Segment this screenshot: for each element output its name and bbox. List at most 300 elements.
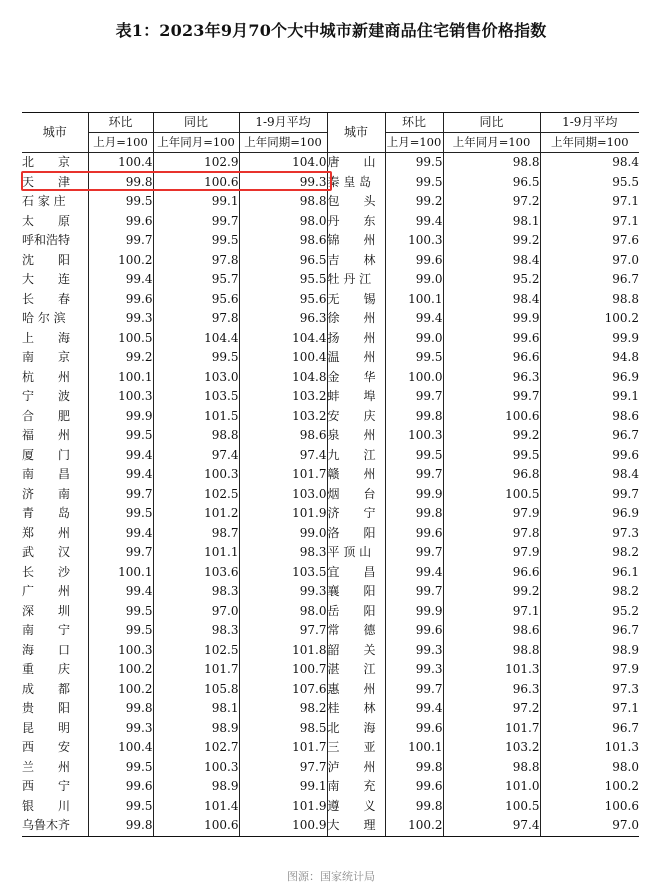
left-ytd-cell: 95.6	[239, 290, 327, 310]
left-ytd-cell: 104.8	[239, 368, 327, 388]
left-mom-cell: 99.5	[88, 504, 153, 524]
right-yoy-cell: 99.7	[443, 387, 540, 407]
right-mom-cell: 99.8	[385, 407, 443, 427]
header-yoy-base-right: 上年同月=100	[443, 133, 540, 153]
right-mom-cell: 99.6	[385, 719, 443, 739]
right-city-cell: 平 顶 山	[327, 543, 385, 563]
right-ytd-cell: 97.3	[540, 680, 639, 700]
right-city-cell: 桂 林	[327, 699, 385, 719]
left-ytd-cell: 98.3	[239, 543, 327, 563]
left-city-cell: 郑 州	[22, 525, 71, 540]
right-yoy-cell: 98.4	[443, 290, 540, 310]
left-ytd-cell: 107.6	[239, 680, 327, 700]
left-mom-cell: 100.3	[88, 387, 153, 407]
right-city-cell: 蚌 埠	[327, 387, 385, 407]
table-row	[22, 524, 639, 544]
right-yoy-cell: 96.3	[443, 368, 540, 388]
table-row	[22, 329, 639, 349]
left-city-cell: 南 宁	[22, 623, 71, 637]
left-city-cell: 西 宁	[22, 779, 71, 793]
table-row	[22, 660, 639, 680]
header-ytd-right: 1-9月平均	[540, 113, 639, 133]
left-mom-cell: 99.2	[88, 348, 153, 368]
right-ytd-cell: 96.7	[540, 426, 639, 446]
left-ytd-cell: 103.2	[239, 407, 327, 427]
table-title: 表1：2023年9月70个大中城市新建商品住宅销售价格指数	[115, 21, 547, 40]
right-mom-cell: 99.4	[385, 309, 443, 329]
right-ytd-cell: 96.7	[540, 621, 639, 641]
right-city-cell: 包 头	[327, 192, 385, 212]
table-row	[22, 192, 639, 212]
right-yoy-cell: 98.8	[443, 153, 540, 173]
right-mom-cell: 100.3	[385, 231, 443, 251]
right-city-cell: 徐 州	[327, 309, 385, 329]
left-mom-cell: 100.5	[88, 329, 153, 349]
right-ytd-cell: 100.2	[540, 309, 639, 329]
right-ytd-cell: 97.6	[540, 231, 639, 251]
right-yoy-cell: 97.9	[443, 504, 540, 524]
left-mom-cell: 99.5	[88, 602, 153, 622]
left-yoy-cell: 95.6	[153, 290, 239, 310]
right-mom-cell: 99.7	[385, 543, 443, 563]
left-city-cell: 上 海	[22, 330, 71, 345]
right-ytd-cell: 95.5	[540, 173, 639, 193]
right-mom-cell: 99.6	[385, 621, 443, 641]
table-row	[22, 563, 639, 583]
right-ytd-cell: 96.7	[540, 270, 639, 290]
left-mom-cell: 99.9	[88, 407, 153, 427]
right-yoy-cell: 96.3	[443, 680, 540, 700]
left-ytd-cell: 103.2	[239, 387, 327, 407]
right-ytd-cell: 97.9	[540, 660, 639, 680]
left-yoy-cell: 104.4	[153, 329, 239, 349]
source-caption: 图源：国家统计局	[287, 870, 375, 883]
left-mom-cell: 99.5	[88, 621, 153, 641]
left-city-cell: 银 川	[22, 798, 71, 813]
left-city-cell: 厦 门	[22, 447, 71, 462]
right-city-cell: 安 庆	[327, 407, 385, 427]
left-city-cell: 南 昌	[22, 467, 71, 481]
left-city-cell: 太 原	[22, 213, 71, 228]
left-mom-cell: 100.2	[88, 660, 153, 680]
left-yoy-cell: 103.6	[153, 563, 239, 583]
left-city-cell: 宁 波	[22, 389, 71, 403]
left-yoy-cell: 97.8	[153, 251, 239, 271]
table-row	[22, 153, 639, 173]
left-yoy-cell: 99.5	[153, 348, 239, 368]
left-yoy-cell: 103.5	[153, 387, 239, 407]
right-city-cell: 金 华	[327, 368, 385, 388]
left-mom-cell: 99.5	[88, 797, 153, 817]
left-ytd-cell: 98.5	[239, 719, 327, 739]
right-yoy-cell: 97.4	[443, 816, 540, 836]
right-city-cell: 烟 台	[327, 485, 385, 505]
right-city-cell: 无 锡	[327, 290, 385, 310]
left-mom-cell: 100.4	[88, 153, 153, 173]
left-city-cell: 武 汉	[22, 545, 71, 559]
left-yoy-cell: 99.7	[153, 212, 239, 232]
right-yoy-cell: 96.8	[443, 465, 540, 485]
left-mom-cell: 99.8	[88, 699, 153, 719]
right-city-cell: 惠 州	[327, 680, 385, 700]
left-mom-cell: 99.8	[88, 173, 153, 193]
left-city-cell: 合 肥	[22, 408, 71, 423]
left-mom-cell: 99.5	[88, 758, 153, 778]
left-ytd-cell: 98.2	[239, 699, 327, 719]
right-city-cell: 泸 州	[327, 758, 385, 778]
left-city-cell: 石 家 庄	[22, 194, 66, 208]
right-city-cell: 常 德	[327, 621, 385, 641]
left-mom-cell: 99.3	[88, 719, 153, 739]
right-yoy-cell: 97.9	[443, 543, 540, 563]
left-yoy-cell: 97.8	[153, 309, 239, 329]
left-yoy-cell: 101.7	[153, 660, 239, 680]
left-yoy-cell: 101.2	[153, 504, 239, 524]
table-row	[22, 368, 639, 388]
right-yoy-cell: 99.9	[443, 309, 540, 329]
right-ytd-cell: 101.3	[540, 738, 639, 758]
table-row	[22, 446, 639, 466]
left-yoy-cell: 102.7	[153, 738, 239, 758]
right-ytd-cell: 100.6	[540, 797, 639, 817]
right-yoy-cell: 96.6	[443, 563, 540, 583]
right-ytd-cell: 96.1	[540, 563, 639, 583]
left-ytd-cell: 96.3	[239, 309, 327, 329]
left-city-cell: 福 州	[22, 428, 71, 442]
table-body	[22, 153, 639, 837]
right-yoy-cell: 99.2	[443, 582, 540, 602]
table-row	[22, 777, 639, 797]
right-ytd-cell: 98.6	[540, 407, 639, 427]
right-yoy-cell: 101.0	[443, 777, 540, 797]
left-yoy-cell: 101.5	[153, 407, 239, 427]
right-mom-cell: 99.0	[385, 270, 443, 290]
left-yoy-cell: 98.3	[153, 582, 239, 602]
right-city-cell: 岳 阳	[327, 602, 385, 622]
left-mom-cell: 99.7	[88, 485, 153, 505]
left-city-cell: 深 圳	[22, 603, 71, 618]
left-city-cell: 兰 州	[22, 759, 71, 774]
left-mom-cell: 99.4	[88, 524, 153, 544]
right-mom-cell: 99.2	[385, 192, 443, 212]
right-mom-cell: 99.3	[385, 660, 443, 680]
left-mom-cell: 99.3	[88, 309, 153, 329]
left-mom-cell: 100.1	[88, 563, 153, 583]
right-ytd-cell: 94.8	[540, 348, 639, 368]
right-mom-cell: 99.4	[385, 563, 443, 583]
left-ytd-cell: 99.3	[239, 582, 327, 602]
left-ytd-cell: 101.8	[239, 641, 327, 661]
right-city-cell: 牡 丹 江	[327, 270, 385, 290]
left-ytd-cell: 100.9	[239, 816, 327, 836]
left-yoy-cell: 105.8	[153, 680, 239, 700]
right-mom-cell: 99.5	[385, 153, 443, 173]
left-yoy-cell: 101.1	[153, 543, 239, 563]
header-yoy-base-left: 上年同月=100	[153, 133, 239, 153]
left-city-cell: 杭 州	[22, 369, 71, 384]
right-yoy-cell: 96.6	[443, 348, 540, 368]
table-row	[22, 680, 639, 700]
left-ytd-cell: 97.4	[239, 446, 327, 466]
right-yoy-cell: 99.5	[443, 446, 540, 466]
right-ytd-cell: 97.0	[540, 251, 639, 271]
header-city-right: 城市	[327, 113, 385, 153]
right-ytd-cell: 98.8	[540, 290, 639, 310]
table-row	[22, 407, 639, 427]
left-mom-cell: 100.2	[88, 680, 153, 700]
table-row	[22, 816, 639, 836]
left-mom-cell: 99.6	[88, 212, 153, 232]
right-yoy-cell: 101.3	[443, 660, 540, 680]
right-yoy-cell: 96.5	[443, 173, 540, 193]
left-city-cell: 贵 阳	[22, 701, 71, 715]
right-ytd-cell: 96.9	[540, 504, 639, 524]
right-ytd-cell: 98.2	[540, 582, 639, 602]
right-city-cell: 九 江	[327, 446, 385, 466]
table-row	[22, 309, 639, 329]
left-yoy-cell: 97.0	[153, 602, 239, 622]
left-mom-cell: 99.4	[88, 582, 153, 602]
right-mom-cell: 99.5	[385, 173, 443, 193]
left-mom-cell: 99.7	[88, 231, 153, 251]
left-city-cell: 济 南	[22, 486, 71, 501]
table-row	[22, 504, 639, 524]
left-mom-cell: 99.5	[88, 192, 153, 212]
table-row	[22, 641, 639, 661]
left-mom-cell: 99.5	[88, 426, 153, 446]
left-yoy-cell: 98.1	[153, 699, 239, 719]
left-ytd-cell: 97.7	[239, 758, 327, 778]
right-yoy-cell: 98.8	[443, 641, 540, 661]
right-ytd-cell: 97.0	[540, 816, 639, 836]
right-mom-cell: 99.9	[385, 602, 443, 622]
table-row	[22, 719, 639, 739]
left-city-cell: 大 连	[22, 272, 71, 286]
right-city-cell: 大 理	[327, 816, 385, 836]
left-mom-cell: 99.4	[88, 446, 153, 466]
header-mom-left: 环比	[88, 113, 153, 133]
left-ytd-cell: 98.0	[239, 602, 327, 622]
left-ytd-cell: 103.0	[239, 485, 327, 505]
header-ytd-base-right: 上年同期=100	[540, 133, 639, 153]
left-yoy-cell: 98.9	[153, 777, 239, 797]
header-ytd-base-left: 上年同期=100	[239, 133, 327, 153]
left-yoy-cell: 98.7	[153, 524, 239, 544]
right-yoy-cell: 100.5	[443, 485, 540, 505]
right-mom-cell: 100.1	[385, 290, 443, 310]
right-ytd-cell: 95.2	[540, 602, 639, 622]
right-city-cell: 温 州	[327, 348, 385, 368]
table-row	[22, 251, 639, 271]
right-mom-cell: 99.4	[385, 212, 443, 232]
right-city-cell: 洛 阳	[327, 524, 385, 544]
left-ytd-cell: 96.5	[239, 251, 327, 271]
left-city-cell: 长 沙	[22, 564, 71, 579]
right-mom-cell: 99.6	[385, 251, 443, 271]
table-row	[22, 426, 639, 446]
right-yoy-cell: 95.2	[443, 270, 540, 290]
right-yoy-cell: 100.6	[443, 407, 540, 427]
table-row	[22, 602, 639, 622]
right-mom-cell: 99.7	[385, 387, 443, 407]
left-ytd-cell: 99.3	[239, 173, 327, 193]
table-row	[22, 738, 639, 758]
left-city-cell: 呼和浩特	[22, 233, 71, 247]
header-mom-right: 环比	[385, 113, 443, 133]
left-city-cell: 长 春	[22, 291, 71, 306]
right-city-cell: 北 海	[327, 719, 385, 739]
left-yoy-cell: 95.7	[153, 270, 239, 290]
table-row	[22, 758, 639, 778]
right-mom-cell: 99.7	[385, 680, 443, 700]
left-yoy-cell: 99.1	[153, 192, 239, 212]
right-yoy-cell: 99.2	[443, 231, 540, 251]
left-ytd-cell: 98.6	[239, 426, 327, 446]
right-city-cell: 泉 州	[327, 426, 385, 446]
right-ytd-cell: 96.9	[540, 368, 639, 388]
left-city-cell: 北 京	[22, 155, 71, 169]
left-ytd-cell: 98.8	[239, 192, 327, 212]
header-mom-base-right: 上月=100	[385, 133, 443, 153]
left-yoy-cell: 102.5	[153, 485, 239, 505]
left-city-cell: 沈 阳	[22, 252, 71, 267]
right-ytd-cell: 98.9	[540, 641, 639, 661]
left-mom-cell: 100.3	[88, 641, 153, 661]
right-city-cell: 宜 昌	[327, 563, 385, 583]
left-ytd-cell: 104.4	[239, 329, 327, 349]
left-mom-cell: 99.7	[88, 543, 153, 563]
right-mom-cell: 99.6	[385, 777, 443, 797]
header-mom-base-left: 上月=100	[88, 133, 153, 153]
right-mom-cell: 99.8	[385, 758, 443, 778]
table-row	[22, 485, 639, 505]
right-mom-cell: 99.7	[385, 465, 443, 485]
right-city-cell: 丹 东	[327, 212, 385, 232]
table-row	[22, 465, 639, 485]
table-row	[22, 621, 639, 641]
left-ytd-cell: 99.0	[239, 524, 327, 544]
right-mom-cell: 99.8	[385, 797, 443, 817]
right-mom-cell: 100.3	[385, 426, 443, 446]
left-city-cell: 成 都	[22, 681, 71, 696]
left-ytd-cell: 95.5	[239, 270, 327, 290]
right-city-cell: 吉 林	[327, 251, 385, 271]
right-mom-cell: 99.3	[385, 641, 443, 661]
right-city-cell: 遵 义	[327, 797, 385, 817]
left-yoy-cell: 100.3	[153, 758, 239, 778]
right-ytd-cell: 99.9	[540, 329, 639, 349]
right-mom-cell: 99.0	[385, 329, 443, 349]
right-ytd-cell: 98.2	[540, 543, 639, 563]
right-yoy-cell: 99.6	[443, 329, 540, 349]
right-city-cell: 韶 关	[327, 641, 385, 661]
left-mom-cell: 99.8	[88, 816, 153, 836]
right-mom-cell: 99.5	[385, 348, 443, 368]
right-yoy-cell: 98.4	[443, 251, 540, 271]
right-yoy-cell: 97.1	[443, 602, 540, 622]
left-yoy-cell: 98.8	[153, 426, 239, 446]
left-yoy-cell: 97.4	[153, 446, 239, 466]
right-mom-cell: 100.1	[385, 738, 443, 758]
right-city-cell: 扬 州	[327, 329, 385, 349]
left-yoy-cell: 100.6	[153, 816, 239, 836]
right-ytd-cell: 99.6	[540, 446, 639, 466]
table-row	[22, 270, 639, 290]
right-city-cell: 南 充	[327, 777, 385, 797]
left-city-cell: 南 京	[22, 350, 71, 364]
right-yoy-cell: 100.5	[443, 797, 540, 817]
table-row	[22, 543, 639, 563]
right-city-cell: 湛 江	[327, 660, 385, 680]
left-city-cell: 海 口	[22, 642, 71, 657]
right-city-cell: 襄 阳	[327, 582, 385, 602]
left-city-cell: 西 安	[22, 740, 71, 754]
left-ytd-cell: 101.7	[239, 738, 327, 758]
left-ytd-cell: 101.7	[239, 465, 327, 485]
left-ytd-cell: 98.6	[239, 231, 327, 251]
table-row	[22, 797, 639, 817]
right-mom-cell: 100.2	[385, 816, 443, 836]
left-city-cell: 哈 尔 滨	[22, 311, 66, 325]
left-mom-cell: 99.4	[88, 465, 153, 485]
left-yoy-cell: 100.6	[153, 173, 239, 193]
left-yoy-cell: 100.3	[153, 465, 239, 485]
right-mom-cell: 99.8	[385, 504, 443, 524]
header-city-left: 城市	[22, 113, 88, 153]
left-ytd-cell: 101.9	[239, 504, 327, 524]
left-mom-cell: 100.1	[88, 368, 153, 388]
left-mom-cell: 99.4	[88, 270, 153, 290]
right-city-cell: 赣 州	[327, 465, 385, 485]
right-yoy-cell: 99.2	[443, 426, 540, 446]
right-ytd-cell: 97.1	[540, 192, 639, 212]
left-yoy-cell: 99.5	[153, 231, 239, 251]
right-yoy-cell: 98.8	[443, 758, 540, 778]
left-city-cell: 天 津	[22, 174, 71, 189]
left-ytd-cell: 101.9	[239, 797, 327, 817]
right-mom-cell: 99.9	[385, 485, 443, 505]
right-yoy-cell: 98.6	[443, 621, 540, 641]
right-ytd-cell: 97.1	[540, 212, 639, 232]
left-city-cell: 广 州	[22, 584, 71, 598]
right-city-cell: 济 宁	[327, 504, 385, 524]
left-yoy-cell: 103.0	[153, 368, 239, 388]
right-ytd-cell: 98.4	[540, 465, 639, 485]
right-ytd-cell: 99.7	[540, 485, 639, 505]
right-mom-cell: 99.5	[385, 446, 443, 466]
right-city-cell: 三 亚	[327, 738, 385, 758]
right-city-cell: 锦 州	[327, 231, 385, 251]
table-row	[22, 582, 639, 602]
right-mom-cell: 99.4	[385, 699, 443, 719]
header-yoy-right: 同比	[443, 113, 540, 133]
right-ytd-cell: 99.1	[540, 387, 639, 407]
left-ytd-cell: 104.0	[239, 153, 327, 173]
left-yoy-cell: 102.5	[153, 641, 239, 661]
left-ytd-cell: 98.0	[239, 212, 327, 232]
right-yoy-cell: 97.2	[443, 192, 540, 212]
table-row	[22, 290, 639, 310]
left-ytd-cell: 103.5	[239, 563, 327, 583]
highlight-box-tianjin	[21, 171, 332, 191]
right-yoy-cell: 103.2	[443, 738, 540, 758]
left-city-cell: 重 庆	[22, 662, 71, 676]
table-row	[22, 231, 639, 251]
right-yoy-cell: 98.1	[443, 212, 540, 232]
left-yoy-cell: 98.9	[153, 719, 239, 739]
left-ytd-cell: 100.7	[239, 660, 327, 680]
left-mom-cell: 100.2	[88, 251, 153, 271]
